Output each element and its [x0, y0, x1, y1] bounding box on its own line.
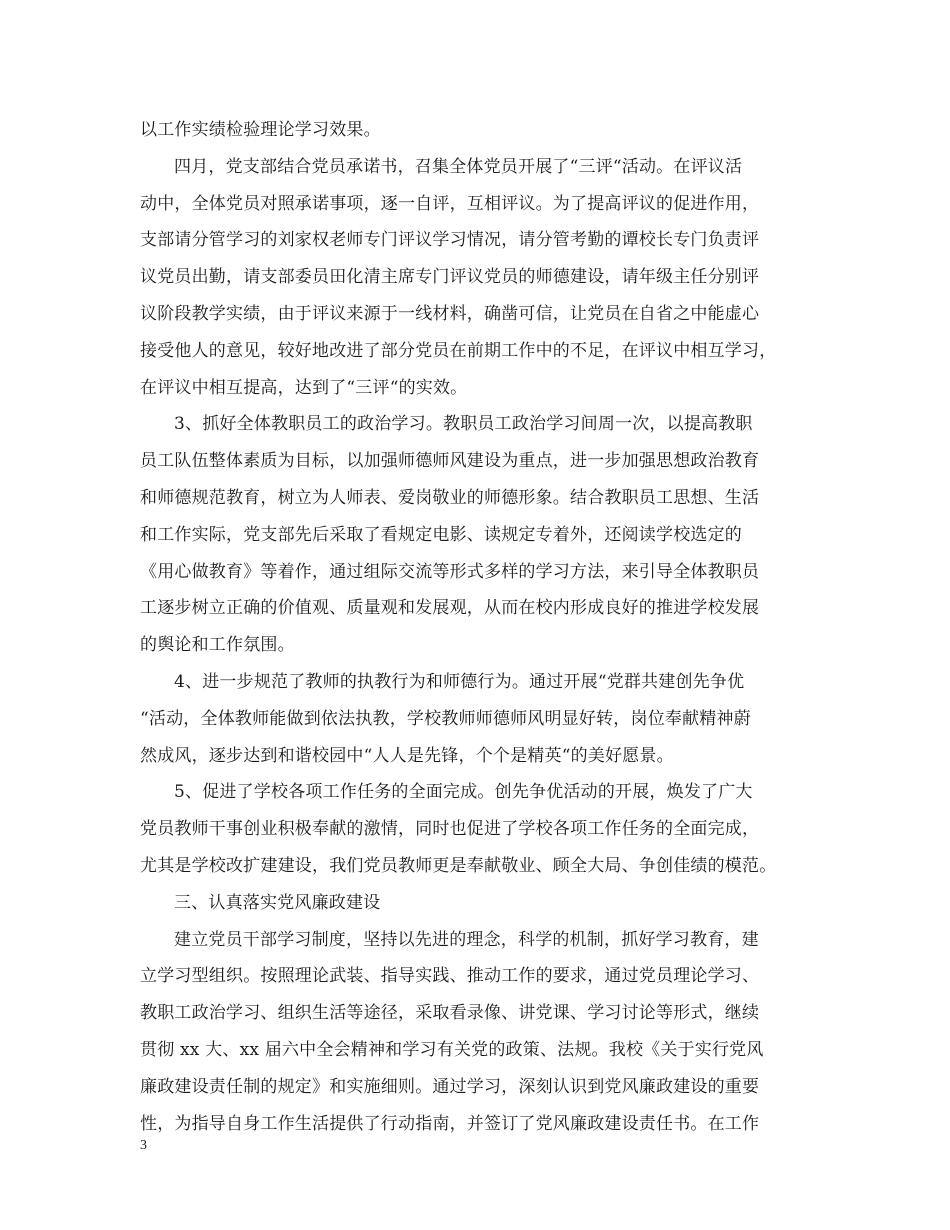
text-line: 然成风，逐步达到和谐校园中“人人是先锋，个个是精英“的美好愿景。	[140, 745, 674, 766]
text-line: 员工队伍整体素质为目标，以加强师德师风建设为重点，进一步加强思想政治教育	[140, 451, 760, 472]
text-line: 以工作实绩检验理论学习效果。	[140, 120, 381, 140]
text-line: 和师德规范教育，树立为人师表、爱岗敬业的师德形象。结合教职员工思想、生活	[140, 487, 760, 508]
text-line: 的舆论和工作氛围。	[140, 635, 295, 656]
text-line: 尤其是学校改扩建建设，我们党员教师更是奉献敬业、顾全大局、争创佳绩的模范。	[140, 855, 777, 876]
text-line: 教职工政治学习、组织生活等途径，采取看录像、讲党课、学习讨论等形式，继续	[140, 1003, 760, 1024]
text-line: 立学习型组织。按照理论武装、指导实践、推动工作的要求，通过党员理论学习、	[140, 966, 760, 987]
text-line: “活动，全体教师能做到依法执教，学校教师师德师风明显好转，岗位奉献精神蔚	[140, 708, 751, 729]
text-line: 工逐步树立正确的价值观、质量观和发展观，从而在校内形成良好的推进学校发展	[140, 598, 760, 619]
page-number: 3	[140, 1138, 147, 1153]
text-line: 性，为指导自身工作生活提供了行动指南，并签订了党风廉政建设责任书。在工作	[140, 1113, 760, 1134]
text-line: 四月，党支部结合党员承诺书，召集全体党员开展了“三评“活动。在评议活	[174, 156, 743, 177]
text-line: 议党员出勤，请支部委员田化清主席专门评议党员的师德建设，请年级主任分别评	[140, 267, 760, 288]
text-line: 议阶段教学实绩，由于评议来源于一线材料，确凿可信，让党员在自省之中能虚心	[140, 303, 760, 324]
text-line: 动中，全体党员对照承诺事项，逐一自评，互相评议。为了提高评议的促进作用，	[140, 193, 760, 214]
text-line: 贯彻 xx 大、xx 届六中全会精神和学习有关党的政策、法规。我校《关于实行党风	[140, 1039, 764, 1060]
text-line: 接受他人的意见，较好地改进了部分党员在前期工作中的不足，在评议中相互学习，	[140, 340, 777, 361]
text-line: 3、抓好全体教职员工的政治学习。教职员工政治学习间周一次，以提高教职	[174, 414, 753, 435]
text-line: 在评议中相互提高，达到了“三评“的实效。	[140, 377, 468, 398]
text-line: 三、认真落实党风廉政建设	[174, 892, 381, 913]
text-line: 廉政建设责任制的规定》和实施细则。通过学习，深刻认识到党风廉政建设的重要	[140, 1076, 760, 1097]
text-line: 支部请分管学习的刘家权老师专门评议学习情况，请分管考勤的谭校长专门负责评	[140, 230, 760, 251]
document-body	[140, 112, 830, 1142]
text-line: 建立党员干部学习制度，坚持以先进的理念，科学的机制，抓好学习教育，建	[174, 929, 759, 950]
text-line: 5、促进了学校各项工作任务的全面完成。创先争优活动的开展，焕发了广大	[174, 782, 753, 803]
text-line: 4、进一步规范了教师的执教行为和师德行为。通过开展“党群共建创先争优	[174, 671, 745, 692]
text-line: 党员教师干事创业积极奉献的激情，同时也促进了学校各项工作任务的全面完成，	[140, 819, 760, 840]
text-line: 《用心做教育》等着作，通过组际交流等形式多样的学习方法，来引导全体教职员	[140, 561, 760, 582]
text-line: 和工作实际，党支部先后采取了看规定电影、读规定专着外，还阅读学校选定的	[140, 524, 742, 545]
